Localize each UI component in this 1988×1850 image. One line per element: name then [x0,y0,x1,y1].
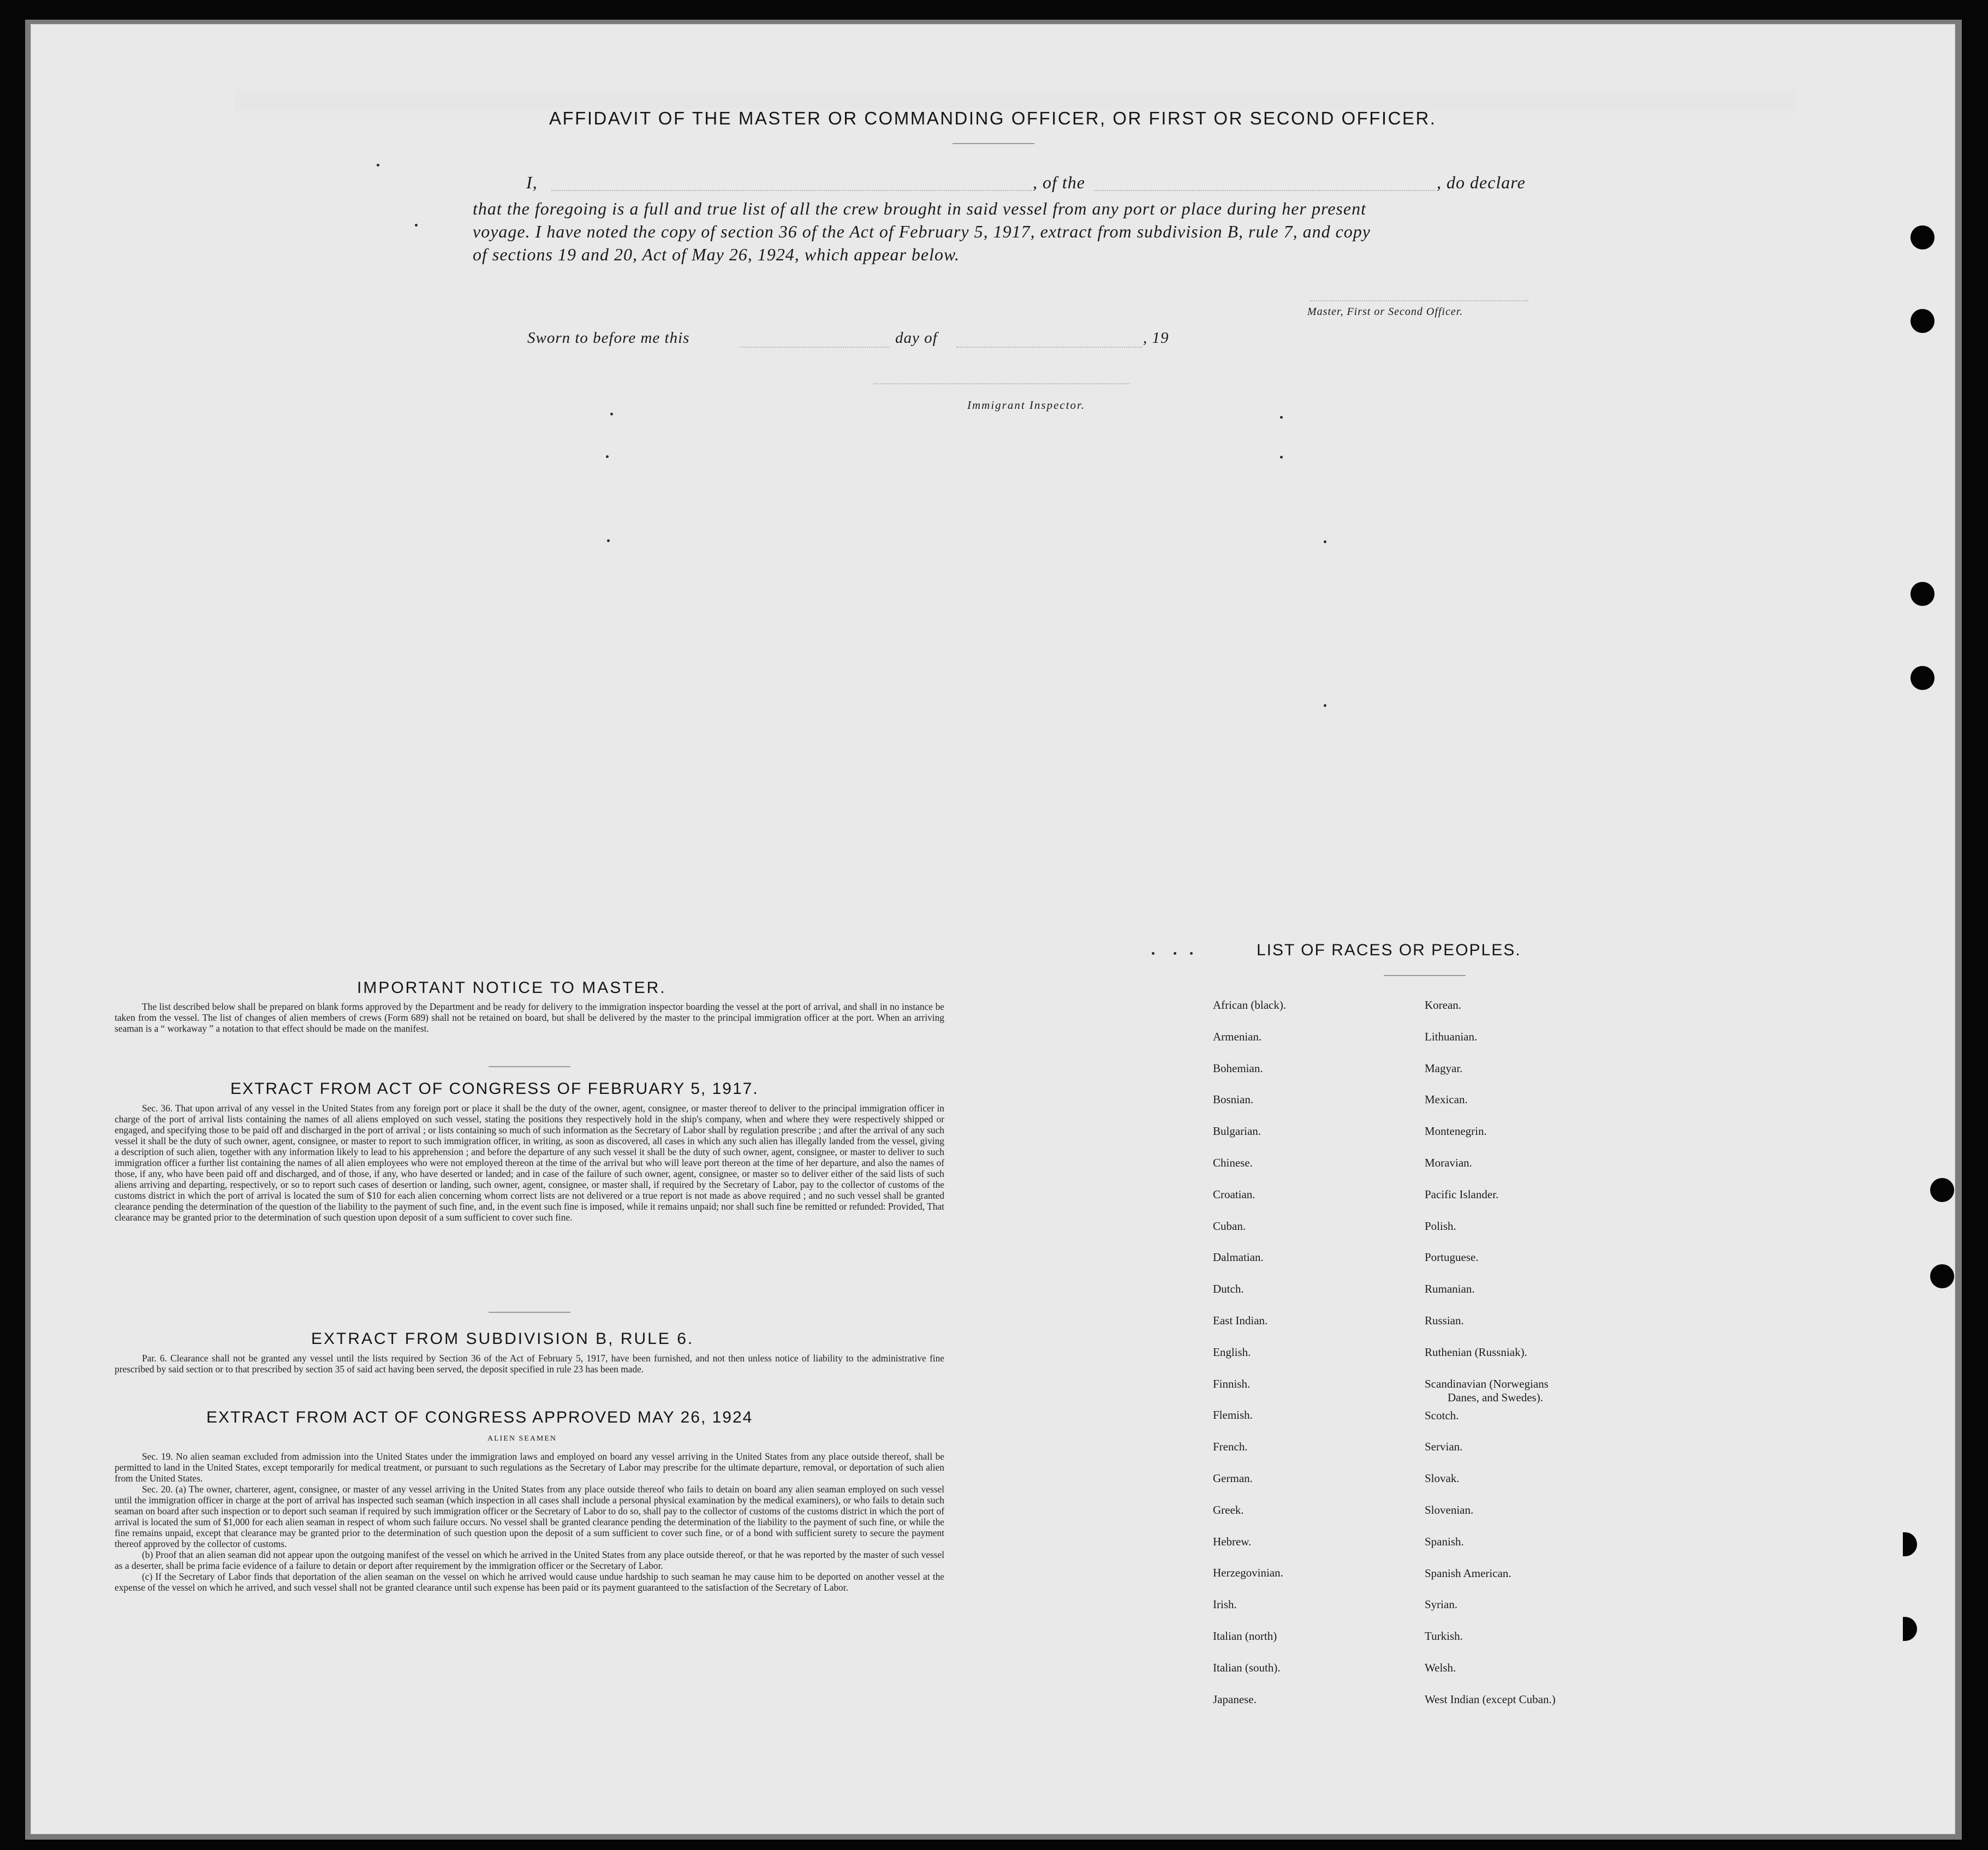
race-item: Cuban. [1213,1219,1246,1233]
punch-hole-4 [1910,666,1935,690]
race-item: Dalmatian. [1213,1251,1264,1264]
race-item: English. [1213,1345,1251,1359]
sec-36-paragraph: Sec. 36. That upon arrival of any vessel in the United States from any foreign port or place it shall be the duty of the owner, agent, consignee, or master thereof to deliver to the principal immigration officer in charge of the port of arrival lists containing the names of all aliens employed on such vessel, stating the positions they respectively hold in the ship's company, when and where they were respectively shipped or engaged, and specifying those to be paid off and discharged in the port of arrival ; or lists containing so much of such information as the Secretary of Labor shall by regulation prescribe ; and after the arrival of any such vessel it shall be the duty of such owner, agent, consignee, or master to report to such immigration officer, in writing, as soon as discovered, all cases in which any such alien has illegally landed from the vessel, giving a description of such alien, together with any information likely to lead to his apprehension ; and before the departure of any such vessel it shall be the duty of such owner, agent, consignee, or master to deliver to such immigration officer a further list containing the names of all alien employees who were not employed thereon at the time of the arrival but who will leave port thereon at the time of her departure, and also the names of those, if any, who have been paid off and discharged, and of those, if any, who have deserted or landed; and in case of the failure of such owner, agent, consignee, or master so to deliver either of the said lists of such aliens arriving and departing, respectively, or so to report such cases of desertion or landing, such owner, agent, consignee, or master shall, if required by the Secretary of Labor, pay to the collector of customs of the customs district in which the port of arrival is located the sum of $10 for each alien concerning whom correct lists are not delivered or a true report is not made as above required ; and no such vessel shall be granted clearance pending the determination of the question of the liability to the payment of such fine, and, in the event such fine is imposed, while it remains unpaid; nor shall such fine be remitted or refunded: Provided, That clearance may be granted prior to the determination of such question upon deposit of a sum sufficient to cover such fine. [115,1103,944,1223]
inspector-signature-field[interactable] [873,383,1130,384]
race-item: Mexican. [1425,1093,1468,1107]
race-item: Finnish. [1213,1377,1251,1390]
race-item: Slovenian. [1425,1503,1474,1516]
race-item: Bohemian. [1213,1061,1263,1075]
sworn-prefix: Sworn to before me this [527,329,690,347]
race-item: French. [1213,1440,1248,1454]
race-item [1425,1369,1556,1405]
extract-1924-text [115,1451,944,1593]
notice-text [115,1001,944,1034]
speck [1190,952,1193,955]
affidavit-line-3: voyage. I have noted the copy of section 36 of the Act of February 5, 1917, extract from subdivision B, rule 7, and copy [473,222,1371,241]
extract-1917-text [115,1103,944,1223]
par-6-paragraph: Par. 6. Clearance shall not be granted any vessel until the lists required by Section 36 of the Act of February 5, 1917, have been furnished, and not then unless notice of liability to the administrative fine prescribed by said section or to that prescribed by section 35 of said act having been served, the deposit specified in rule 23 has been made. [115,1353,944,1375]
race-item: Italian (south). [1213,1661,1281,1674]
race-item: African (black). [1213,998,1287,1012]
race-item: Montenegrin. [1425,1125,1487,1138]
subdivision-text [115,1353,944,1375]
race-item: Bulgarian. [1213,1125,1261,1138]
race-item: Armenian. [1213,1030,1262,1043]
race-item: Chinese. [1213,1156,1253,1169]
race-item: Japanese. [1213,1692,1257,1706]
sworn-month-field[interactable] [956,347,1142,348]
race-item: Lithuanian. [1425,1030,1478,1043]
speck [415,224,418,227]
affidavit-line-4: of sections 19 and 20, Act of May 26, 1924, which appear below. [473,245,960,264]
sec-19-paragraph: Sec. 19. No alien seaman excluded from admission into the United States under the immigration laws and employed on board any vessel arriving in the United States from any place outside thereof, shall be permitted to land in the United States, except temporarily for medical treatment, or pursuant to such regulations as the Secretary of Labor may prescribe for the ultimate departure, removal, or deportation of such alien from the United States. [115,1451,944,1484]
race-item: Portuguese. [1425,1251,1479,1264]
inspector-label: Immigrant Inspector. [967,398,1086,412]
race-item: Magyar. [1425,1061,1463,1075]
vessel-name-field[interactable] [1094,190,1436,191]
race-item: Russian. [1425,1313,1464,1327]
race-item: Ruthenian (Russniak). [1425,1345,1527,1359]
punch-hole-3 [1910,582,1935,606]
race-item: Turkish. [1425,1629,1463,1643]
sec-20b-paragraph: (b) Proof that an alien seaman did not appear upon the outgoing manifest of the vessel on which he arrived in the United States from any place outside thereof, or that he was reported by the master of such vessel as a deserter, shall be prima facie evidence of a failure to detain or deport after requirement by the immigration officer or the Secretary of Labor. [115,1549,944,1571]
do-declare-label: , do declare [1437,172,1526,192]
speck [1152,952,1154,955]
speck [607,539,610,542]
race-item: Bosnian. [1213,1093,1254,1107]
extract-1917-divider [489,1312,570,1313]
speck [610,413,613,415]
race-item: Spanish. [1425,1534,1464,1548]
race-item: Greek. [1213,1503,1244,1516]
punch-hole-1 [1910,225,1935,249]
year-prefix: , 19 [1143,329,1169,347]
declarant-name-field[interactable] [551,190,1032,191]
races-left-column [1213,990,1286,1715]
race-item: East Indian. [1213,1313,1268,1327]
race-item: Korean. [1425,998,1462,1012]
alien-seamen-subtitle: ALIEN SEAMEN [487,1435,557,1443]
speck [377,164,379,166]
races-title: LIST OF RACES OR PEOPLES. [1257,941,1521,959]
affidavit-title: AFFIDAVIT OF THE MASTER OR COMMANDING OFFICER, OR FIRST OR SECOND OFFICER. [549,108,1437,128]
speck [1324,704,1326,707]
notice-paragraph: The list described below shall be prepared on blank forms approved by the Department and be ready for delivery to the immigration inspector boarding the vessel at the port of arrival, and shall in no instance be taken from the vessel. The list of changes of alien members of crews (Form 689) shall not be retained on board, but shall be delivered by the master to the principal immigration officer at the port. When an arriving seaman is a “ workaway ” a notation to that effect should be made on the manifest. [115,1001,944,1034]
race-item: Hebrew. [1213,1534,1252,1548]
race-item-line-2: Danes, and Swedes). [1448,1390,1543,1404]
punch-hole-6 [1930,1264,1954,1288]
speck [1174,952,1176,955]
of-the-label: , of the [1033,172,1085,192]
extract-1917-title: EXTRACT FROM ACT OF CONGRESS OF FEBRUARY 5, 1917. [230,1080,759,1098]
notice-title: IMPORTANT NOTICE TO MASTER. [357,979,666,997]
race-item: Dutch. [1213,1282,1244,1296]
signature-field[interactable] [1310,300,1528,301]
race-item: Herzegovinian. [1213,1566,1283,1580]
race-item: Slovak. [1425,1472,1460,1485]
extract-1924-title: EXTRACT FROM ACT OF CONGRESS APPROVED MAY 26, 1924 [206,1408,753,1426]
subdivision-title: EXTRACT FROM SUBDIVISION B, RULE 6. [311,1330,694,1348]
race-item: German. [1213,1471,1253,1485]
race-item: Rumanian. [1425,1282,1475,1296]
affidavit-line-2: that the foregoing is a full and true list of all the crew brought in said vessel from any port or place during her present [473,199,1366,218]
speck [1280,416,1283,419]
declarant-prefix: I, [526,172,538,192]
race-item: Polish. [1425,1219,1456,1233]
race-item: Croatian. [1213,1187,1255,1201]
race-item: Spanish American. [1425,1566,1511,1580]
race-item: Welsh. [1425,1661,1456,1674]
speck [1280,456,1283,459]
affidavit-title-rule [953,143,1034,144]
speck [1324,540,1326,543]
race-item: West Indian (except Cuban.) [1425,1692,1556,1706]
race-item: Italian (north) [1213,1629,1277,1643]
race-item: Pacific Islander. [1425,1187,1499,1201]
sworn-day-field[interactable] [740,347,890,348]
race-item: Flemish. [1213,1408,1253,1422]
race-item-line-1: Scandinavian (Norwegians [1425,1377,1549,1390]
punch-hole-2 [1910,309,1935,333]
race-item: Scotch. [1425,1408,1459,1422]
race-item: Servian. [1425,1440,1463,1454]
sec-20a-paragraph: Sec. 20. (a) The owner, charterer, agent, consignee, or master of any vessel arriving in the United States from any place outside thereof who fails to detain on board any alien seaman employed on such vessel until the immigration officer in charge at the port of arrival has inspected such seaman (which inspection in all cases shall include a personal physical examination by the medical examiners), or who fails to detain such seaman on board after such inspection or to deport such seaman if required by such immigration officer or the Secretary of Labor to do so, shall pay to the collector of customs of the customs district in which the port of arrival is located the sum of $1,000 for each alien seaman in respect of whom such failure occurs. No vessel shall be granted clearance pending the determination of the liability to the payment of such fine, or while the fine remains unpaid, except that clearance may be granted prior to the determination of such question upon the deposit of a sum sufficient to cover such fine, or of a bond with sufficient surety to secure the payment thereof approved by the collector of customs. [115,1484,944,1549]
notice-divider [489,1066,570,1067]
punch-hole-5 [1930,1178,1954,1202]
race-item: Syrian. [1425,1598,1458,1611]
speck [606,455,609,458]
sec-20c-paragraph: (c) If the Secretary of Labor finds that deportation of the alien seaman on the vessel on which he arrived would cause undue hardship to such seaman he may cause him to be deported on another vessel at the expense of the vessel on which he arrived, and such vessel shall not be granted clearance until such expense has been paid or its payment guaranteed to the satisfaction of the Secretary of Labor. [115,1571,944,1593]
race-item: Moravian. [1425,1156,1472,1169]
signature-label: Master, First or Second Officer. [1307,306,1463,318]
day-of-label: day of [895,329,938,347]
race-item: Irish. [1213,1598,1237,1611]
races-title-rule [1384,975,1466,976]
races-right-column [1425,990,1556,1716]
